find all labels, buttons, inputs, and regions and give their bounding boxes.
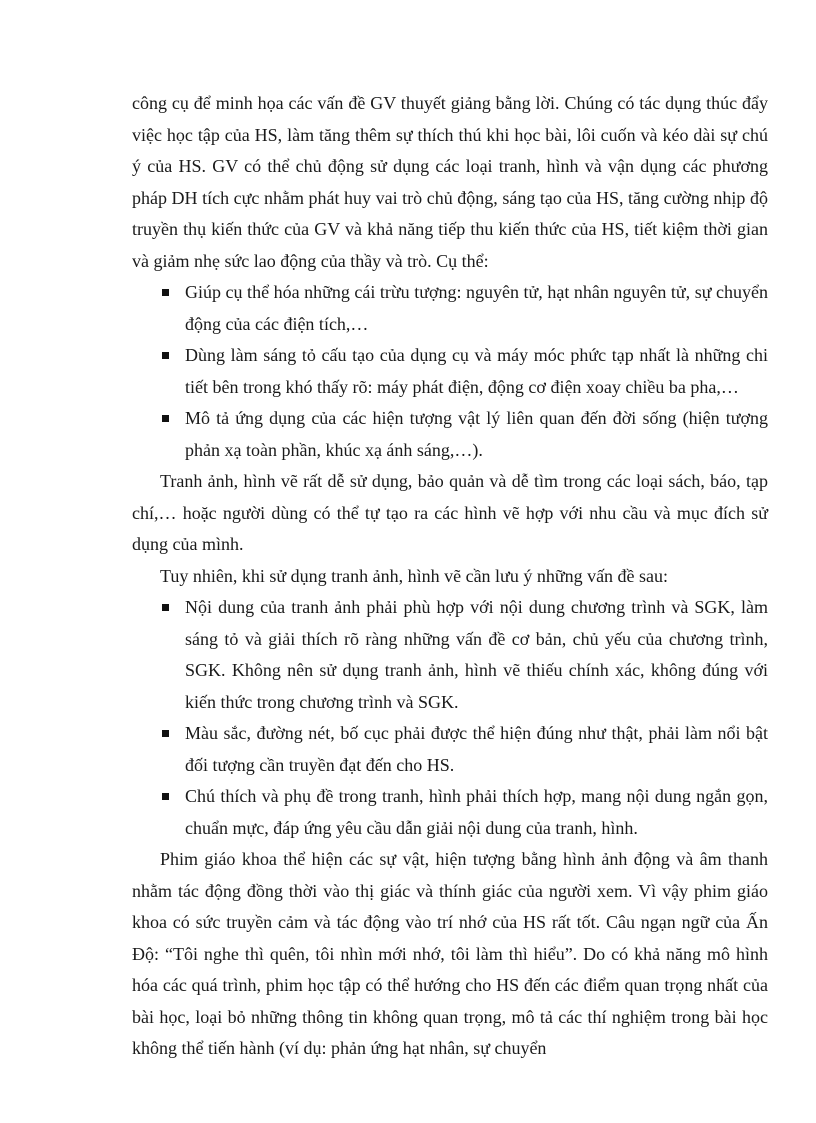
bullet-item: [132, 403, 768, 466]
bullet-text: Chú thích và phụ đề trong tranh, hình phải thích hợp, mang nội dung ngắn gọn, chuẩn mực, đáp ứng yêu cầu dẫn giải nội dung của tranh, hình.: [185, 786, 768, 838]
bullet-item: [132, 340, 768, 403]
bullet-item: [132, 781, 768, 844]
bullet-text: Nội dung của tranh ảnh phải phù hợp với nội dung chương trình và SGK, làm sáng tỏ và giải thích rõ ràng những vấn đề cơ bản, chủ yếu của chương trình, SGK. Không nên sử dụng tranh ảnh, hình vẽ thiếu chính xác, không đúng với kiến thức trong chương trình và SGK.: [185, 597, 768, 712]
square-bullet-icon: [162, 415, 169, 422]
bullet-item: [132, 718, 768, 781]
bullet-text: Màu sắc, đường nét, bố cục phải được thể hiện đúng như thật, phải làm nổi bật đối tượng cần truyền đạt đến cho HS.: [185, 723, 768, 775]
bullet-text: Giúp cụ thể hóa những cái trừu tượng: nguyên tử, hạt nhân nguyên tử, sự chuyển động của các điện tích,…: [185, 282, 768, 334]
square-bullet-icon: [162, 289, 169, 296]
intro-paragraph: công cụ để minh họa các vấn đề GV thuyết giảng bằng lời. Chúng có tác dụng thúc đẩy việc học tập của HS, làm tăng thêm sự thích thú khi học bài, lôi cuốn và kéo dài sự chú ý của HS. GV có thể chủ động sử dụng các loại tranh, hình và vận dụng các phương pháp DH tích cực nhằm phát huy vai trò chủ động, sáng tạo của HS, tăng cường nhịp độ truyền thụ kiến thức của GV và khả năng tiếp thu kiến thức của HS, tiết kiệm thời gian và giảm nhẹ sức lao động của thầy và trò. Cụ thể:: [132, 93, 768, 271]
bullet-text: Dùng làm sáng tỏ cấu tạo của dụng cụ và máy móc phức tạp nhất là những chi tiết bên trong khó thấy rõ: máy phát điện, động cơ điện xoay chiều ba pha,…: [185, 345, 768, 397]
square-bullet-icon: [162, 352, 169, 359]
square-bullet-icon: [162, 604, 169, 611]
paragraph-notes-intro: Tuy nhiên, khi sử dụng tranh ảnh, hình vẽ cần lưu ý những vấn đề sau:: [160, 565, 669, 586]
square-bullet-icon: [162, 730, 169, 737]
square-bullet-icon: [162, 793, 169, 800]
paragraph-educational-film: Phim giáo khoa thể hiện các sự vật, hiện tượng bằng hình ảnh động và âm thanh nhằm tác động đồng thời vào thị giác và thính giác của người xem. Vì vậy phim giáo khoa có sức truyền cảm và tác động vào trí nhớ của HS rất tốt. Câu ngạn ngữ của Ấn Độ: “Tôi nghe thì quên, tôi nhìn mới nhớ, tôi làm thì hiểu”. Do có khả năng mô hình hóa các quá trình, phim học tập có thể hướng cho HS đến các điểm quan trọng nhất của bài học, loại bỏ những thông tin không quan trọng, mô tả các thí nghiệm trong bài học không thể tiến hành (ví dụ: phản ứng hạt nhân, sự chuyển: [132, 849, 768, 1058]
document-page: [132, 88, 768, 1065]
bullet-text: Mô tả ứng dụng của các hiện tượng vật lý liên quan đến đời sống (hiện tượng phản xạ toàn phần, khúc xạ ánh sáng,…).: [185, 408, 768, 460]
bullet-item: [132, 592, 768, 718]
paragraph-pictures: Tranh ảnh, hình vẽ rất dễ sử dụng, bảo quản và dễ tìm trong các loại sách, báo, tạp chí,… hoặc người dùng có thể tự tạo ra các hình vẽ hợp với nhu cầu và mục đích sử dụng của mình.: [132, 471, 768, 554]
bullet-list-notes: [132, 592, 768, 844]
bullet-item: [132, 277, 768, 340]
bullet-list-uses: [132, 277, 768, 466]
